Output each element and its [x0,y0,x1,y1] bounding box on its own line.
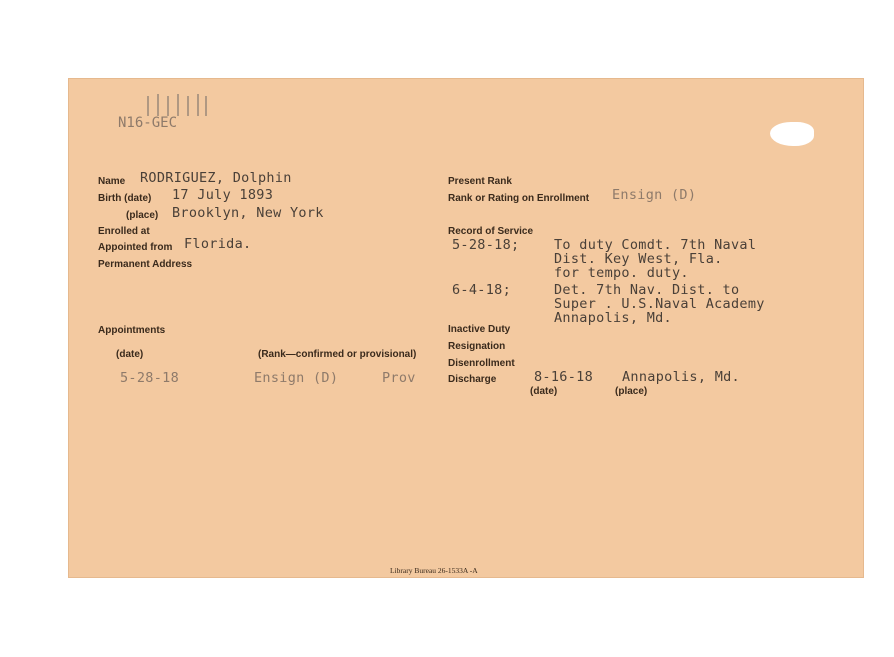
service-entry-2-line-1: Det. 7th Nav. Dist. to [554,282,740,298]
birth-label: Birth (date) [98,193,152,204]
service-entry-2-date: 6-4-18; [452,282,511,298]
card-tear [770,122,814,146]
rank-enrollment-value: Ensign (D) [612,187,697,203]
appointment-rank-label: (Rank—confirmed or provisional) [258,349,417,360]
discharge-place-label: (place) [615,386,648,397]
discharge-place-value: Annapolis, Md. [622,369,740,385]
rank-enrollment-label: Rank or Rating on Enrollment [448,193,590,204]
inactive-duty-label: Inactive Duty [448,324,511,335]
service-entry-1-line-2: Dist. Key West, Fla. [554,251,723,267]
name-label: Name [98,176,126,187]
discharge-date-label: (date) [530,386,558,397]
discharge-label: Discharge [448,374,497,385]
place-label: (place) [126,210,159,221]
appointment-date-label: (date) [116,349,144,360]
disenrollment-label: Disenrollment [448,358,515,369]
record-of-service-label: Record of Service [448,226,534,237]
service-entry-1-date: 5-28-18; [452,237,520,253]
appointed-value: Florida. [184,236,252,252]
card-footer: Library Bureau 26-1533A -A [390,566,478,575]
resignation-label: Resignation [448,341,506,352]
enrolled-label: Enrolled at [98,226,150,237]
appointment-date-value: 5-28-18 [120,370,179,386]
appointment-status-value: Prov [382,370,416,386]
service-entry-2-line-3: Annapolis, Md. [554,310,672,326]
place-value: Brooklyn, New York [172,205,324,221]
service-entry-1-line-1: To duty Comdt. 7th Naval [554,237,757,253]
appointed-label: Appointed from [98,242,173,253]
discharge-date-value: 8-16-18 [534,369,593,385]
appointments-label: Appointments [98,325,166,336]
service-entry-1-line-3: for tempo. duty. [554,265,689,281]
name-value: RODRIGUEZ, Dolphin [140,170,292,186]
service-entry-2-line-2: Super . U.S.Naval Academy [554,296,765,312]
card-serial: N16-GEC [118,115,178,131]
birth-value: 17 July 1893 [172,187,274,203]
permanent-address-label: Permanent Address [98,259,193,270]
appointment-rank-value: Ensign (D) [254,370,339,386]
present-rank-label: Present Rank [448,176,512,187]
